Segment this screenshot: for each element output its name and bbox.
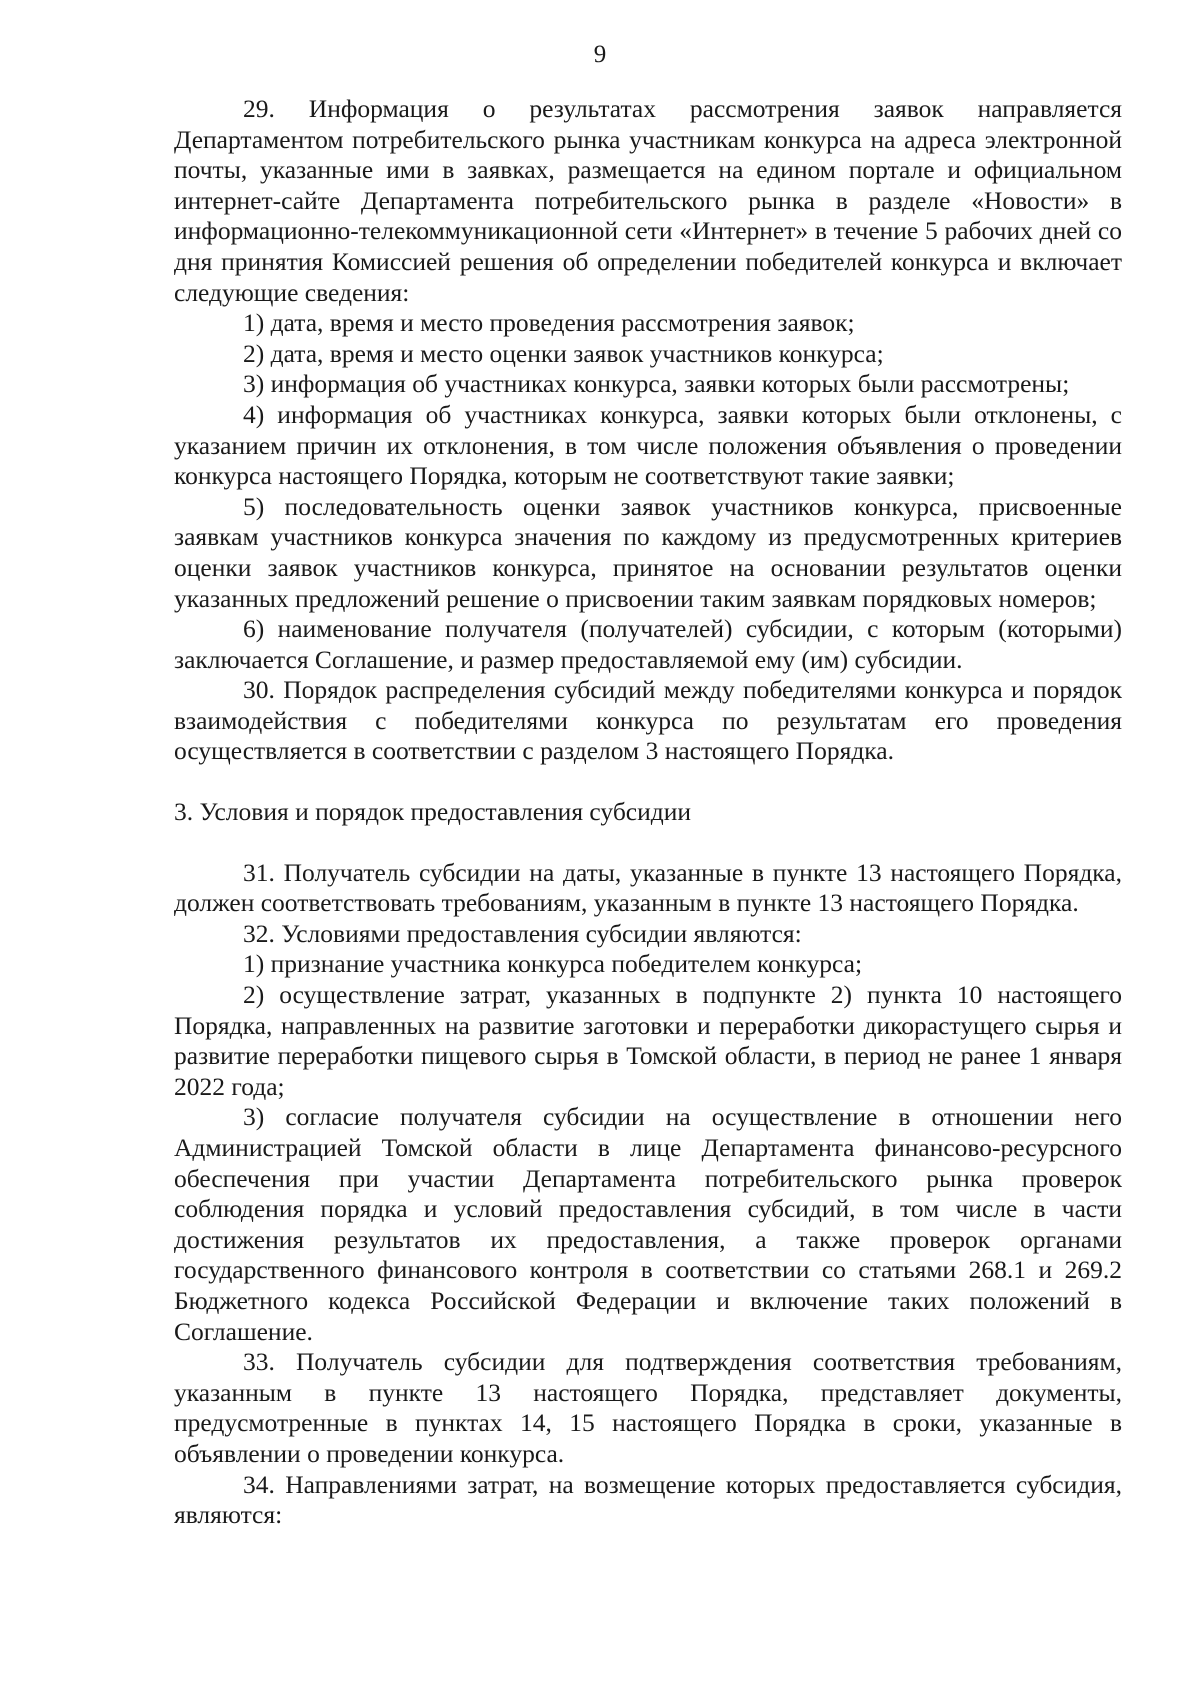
paragraph-29: 29. Информация о результатах рассмотрения заявок направляется Департаментом потребительского рынка участникам конкурса на адреса электронной почты, указанные ими в заявках, размещается на едином портале и официальном интернет-сайте Департамента потребительского рынка в разделе «Новости» в информационно-телекоммуникационной сети «Интернет» в течение 5 рабочих дней со дня принятия Комиссией решения об определении победителей конкурса и включает следующие сведения: xyxy=(174,94,1122,307)
paragraph-29-item-2: 2) дата, время и место оценки заявок участников конкурса; xyxy=(243,338,884,368)
paragraph-32: 32. Условиями предоставления субсидии являются: xyxy=(243,918,802,948)
paragraph-29-item-1: 1) дата, время и место проведения рассмотрения заявок; xyxy=(243,308,855,338)
page-number: 9 xyxy=(593,41,607,68)
paragraph-34: 34. Направлениями затрат, на возмещение которых предоставляется субсидия, являются: xyxy=(174,1469,1122,1530)
paragraph-32-item-3: 3) согласие получателя субсидии на осуществление в отношении него Администрацией Томской области в лице Департамента финансово-ресурсного обеспечения при участии Департамента потребительского рынка проверок соблюдения порядка и условий предоставления субсидий, в том числе в части достижения результатов их предоставления, а также проверок органами государственного финансового контроля в соответствии со статьями 268.1 и 269.2 Бюджетного кодекса Российской Федерации и включение таких положений в Соглашение. xyxy=(174,1102,1122,1346)
paragraph-29-item-5: 5) последовательность оценки заявок участников конкурса, присвоенные заявкам участников конкурса значения по каждому из предусмотренных критериев оценки заявок участников конкурса, принятое на основании результатов оценки указанных предложений решение о присвоении таким заявкам порядковых номеров; xyxy=(174,491,1122,613)
paragraph-30: 30. Порядок распределения субсидий между победителями конкурса и порядок взаимодействия с победителями конкурса по результатам его проведения осуществляется в соответствии с разделом 3 настоящего Порядка. xyxy=(174,675,1122,766)
paragraph-29-item-4: 4) информация об участниках конкурса, заявки которых были отклонены, с указанием причин их отклонения, в том числе положения объявления о проведении конкурса настоящего Порядка, которым не соответствуют такие заявки; xyxy=(174,399,1122,491)
paragraph-29-item-6: 6) наименование получателя (получателей) субсидии, с которым (которыми) заключается Соглашение, и размер предоставляемой ему (им) субсидии. xyxy=(174,614,1122,674)
paragraph-29-item-3: 3) информация об участниках конкурса, заявки которых были рассмотрены; xyxy=(243,369,1070,399)
section-heading: 3. Условия и порядок предоставления субсидии xyxy=(174,797,692,827)
paragraph-31: 31. Получатель субсидии на даты, указанные в пункте 13 настоящего Порядка, должен соответствовать требованиям, указанным в пункте 13 настоящего Порядка. xyxy=(174,857,1122,918)
paragraph-33: 33. Получатель субсидии для подтверждения соответствия требованиям, указанным в пункте 13 настоящего Порядка, представляет документы, предусмотренные в пунктах 14, 15 настоящего Порядка в сроки, указанные в объявлении о проведении конкурса. xyxy=(174,1347,1122,1468)
paragraph-32-item-2: 2) осуществление затрат, указанных в подпункте 2) пункта 10 настоящего Порядка, направленных на развитие заготовки и переработки дикорастущего сырья и развитие переработки пищевого сырья в Томской области, в период не ранее 1 января 2022 года; xyxy=(174,980,1122,1101)
paragraph-32-item-1: 1) признание участника конкурса победителем конкурса; xyxy=(243,949,863,979)
document-body xyxy=(174,94,1122,1531)
